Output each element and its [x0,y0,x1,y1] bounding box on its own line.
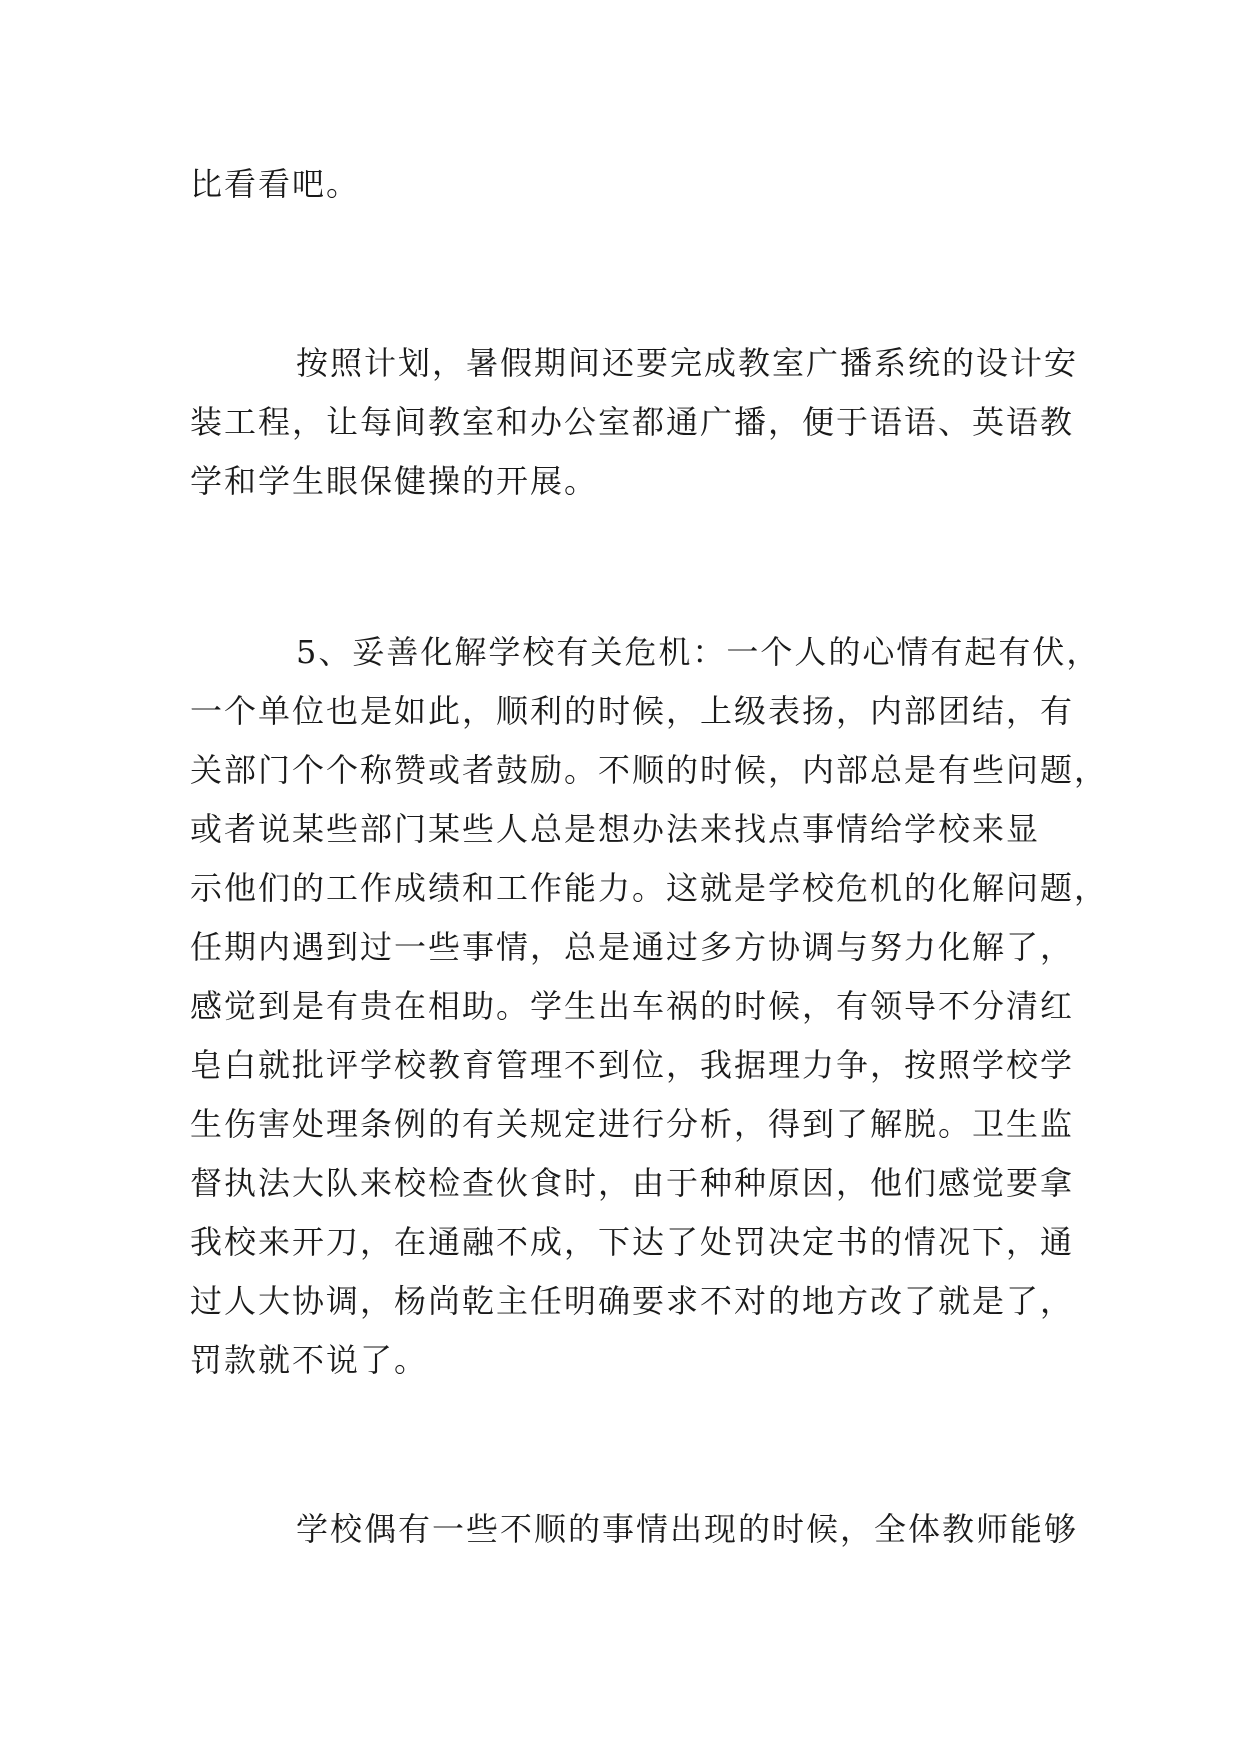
text-line: 皂白就批评学校教育管理不到位，我据理力争，按照学校学 [190,1046,1075,1084]
text-line: 或者说某些部门某些人总是想办法来找点事情给学校来显 [190,810,1041,848]
text-line: 学和学生眼保健操的开展。 [190,462,599,500]
text-line: 一个单位也是如此，顺利的时候，上级表扬，内部团结，有 [190,692,1075,730]
text-line: 罚款就不说了。 [190,1341,429,1379]
text-line: 生伤害处理条例的有关规定进行分析，得到了解脱。卫生监 [190,1105,1075,1143]
text-line: 关部门个个称赞或者鼓励。不顺的时候，内部总是有些问题， [190,751,1109,789]
text-line: 示他们的工作成绩和工作能力。这就是学校危机的化解问题， [190,869,1109,907]
text-line: 5、妥善化解学校有关危机：一个人的心情有起有伏， [296,633,1101,671]
text-line: 督执法大队来校检查伙食时，由于种种原因，他们感觉要拿 [190,1164,1075,1202]
text-line: 学校偶有一些不顺的事情出现的时候，全体教师能够 [296,1510,1079,1548]
text-line: 装工程，让每间教室和办公室都通广播，便于语语、英语教 [190,403,1075,441]
paragraph-continuation [190,155,1070,214]
paragraph-crisis-handling [190,623,1109,1390]
paragraph-broadcast-plan [190,334,1079,511]
text-line: 任期内遇到过一些事情，总是通过多方协调与努力化解了， [190,928,1075,966]
text-line: 过人大协调，杨尚乾主任明确要求不对的地方改了就是了， [190,1282,1075,1320]
text-line: 按照计划，暑假期间还要完成教室广播系统的设计安 [296,344,1079,382]
text-line: 我校来开刀，在通融不成，下达了处罚决定书的情况下，通 [190,1223,1075,1261]
text-line: 比看看吧。 [190,165,361,203]
text-line: 感觉到是有贵在相助。学生出车祸的时候，有领导不分清红 [190,987,1075,1025]
paragraph-school-difficulties [190,1500,1079,1559]
